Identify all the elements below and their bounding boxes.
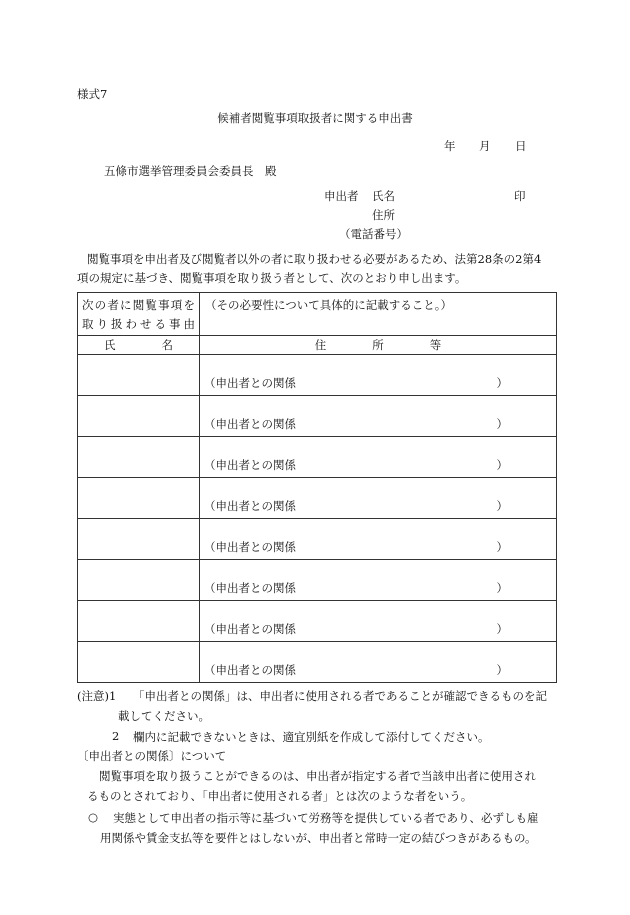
relation-label: （申出者との関係 <box>204 499 296 513</box>
para-line-2: るものとされており、「申出者に使用される者」とは次のような者をいう。 <box>87 789 473 803</box>
para-line-1: 閲覧事項を取り扱うことができるのは、申出者が指定する者で当該申出者に使用され <box>99 769 536 783</box>
name-cell[interactable] <box>78 560 200 601</box>
address-cell[interactable] <box>200 355 557 396</box>
name-cell[interactable] <box>78 396 200 437</box>
table-rows <box>78 355 557 683</box>
applicant-address-label: 住所 <box>372 208 395 222</box>
address-cell[interactable] <box>200 642 557 683</box>
name-cell[interactable] <box>78 355 200 396</box>
date-month: 月 <box>479 139 491 153</box>
header-address-char-2: 所 <box>372 338 384 352</box>
reason-label-cell <box>78 293 200 336</box>
relation-close: ） <box>496 376 508 390</box>
date-day: 日 <box>515 139 527 153</box>
intro-line-2: 項の規定に基づき、閲覧事項を取り扱う者として、次のとおり申し出ます。 <box>77 271 467 285</box>
header-name-char-2: 名 <box>161 338 173 352</box>
header-name <box>78 336 200 355</box>
note-2-text: 欄内に記載できないときは、適宜別紙を作成して添付してください。 <box>133 730 490 744</box>
reason-row <box>78 293 557 336</box>
header-address <box>200 336 557 355</box>
bullet-line-1: 実態として申出者の指示等に基づいて労務等を提供している者であり、必ずしも雇 <box>113 811 539 825</box>
relation-label: （申出者との関係 <box>204 622 296 636</box>
form-title: 候補者閲覧事項取扱者に関する申出書 <box>217 111 413 125</box>
header-name-char-1: 氏 <box>104 338 116 352</box>
applicant-phone-label: （電話番号） <box>339 227 408 241</box>
name-cell[interactable] <box>78 437 200 478</box>
address-cell[interactable] <box>200 396 557 437</box>
seal-mark: 印 <box>514 189 526 203</box>
relation-label: （申出者との関係 <box>204 663 296 677</box>
relation-close: ） <box>496 622 508 636</box>
relation-close: ） <box>496 458 508 472</box>
reason-label-line-2: 取り扱わせる事由 <box>82 317 195 331</box>
name-cell[interactable] <box>78 601 200 642</box>
name-cell[interactable] <box>78 519 200 560</box>
note-2-prefix: 2 <box>112 729 120 743</box>
handler-table <box>77 292 557 683</box>
header-address-char-1: 住 <box>314 338 327 352</box>
address-cell[interactable] <box>200 560 557 601</box>
date-year: 年 <box>444 139 456 153</box>
table-row <box>78 642 557 683</box>
name-cell[interactable] <box>78 642 200 683</box>
bullet-line-2: 用関係や賃金支払等を要件とはしないが、申出者と常時一定の結びつきがあるもの。 <box>100 831 537 845</box>
table-row <box>78 437 557 478</box>
table-row <box>78 355 557 396</box>
address-cell[interactable] <box>200 478 557 519</box>
form-number: 様式7 <box>77 87 108 101</box>
reason-instruction: （その必要性について具体的に記載すること。） <box>205 298 453 312</box>
name-cell[interactable] <box>78 478 200 519</box>
table-row <box>78 601 557 642</box>
addressee: 五條市選挙管理委員会委員長 殿 <box>104 164 277 178</box>
relation-label: （申出者との関係 <box>204 581 296 595</box>
table-row <box>78 519 557 560</box>
table-header-row <box>78 336 557 355</box>
address-cell[interactable] <box>200 437 557 478</box>
note-1-line-2: 載してください。 <box>118 709 210 723</box>
address-cell[interactable] <box>200 519 557 560</box>
table-row <box>78 396 557 437</box>
section-heading: 〔申出者との関係〕について <box>77 749 227 763</box>
relation-label: （申出者との関係 <box>204 376 296 390</box>
intro-line-1: 閲覧事項を申出者及び閲覧者以外の者に取り扱わせる必要があるため、法第28条の2第4 <box>87 252 542 266</box>
note-1-prefix: (注意)1 <box>77 689 117 703</box>
address-cell[interactable] <box>200 601 557 642</box>
reason-label-line-1: 次の者に閲覧事項を <box>82 298 195 312</box>
reason-input-cell[interactable] <box>200 293 557 336</box>
relation-label: （申出者との関係 <box>204 417 296 431</box>
relation-close: ） <box>496 499 508 513</box>
header-address-char-3: 等 <box>429 338 442 352</box>
bullet-mark: ○ <box>88 810 99 824</box>
applicant-name-label: 氏名 <box>372 189 395 203</box>
relation-close: ） <box>496 581 508 595</box>
relation-close: ） <box>496 663 508 677</box>
relation-label: （申出者との関係 <box>204 458 296 472</box>
table-row <box>78 560 557 601</box>
relation-label: （申出者との関係 <box>204 540 296 554</box>
applicant-label: 申出者 <box>324 189 359 203</box>
relation-close: ） <box>496 417 508 431</box>
table-row <box>78 478 557 519</box>
relation-close: ） <box>496 540 508 554</box>
note-1-line-1: 「申出者との関係」は、申出者に使用される者であることが確認できるものを記 <box>133 689 547 703</box>
